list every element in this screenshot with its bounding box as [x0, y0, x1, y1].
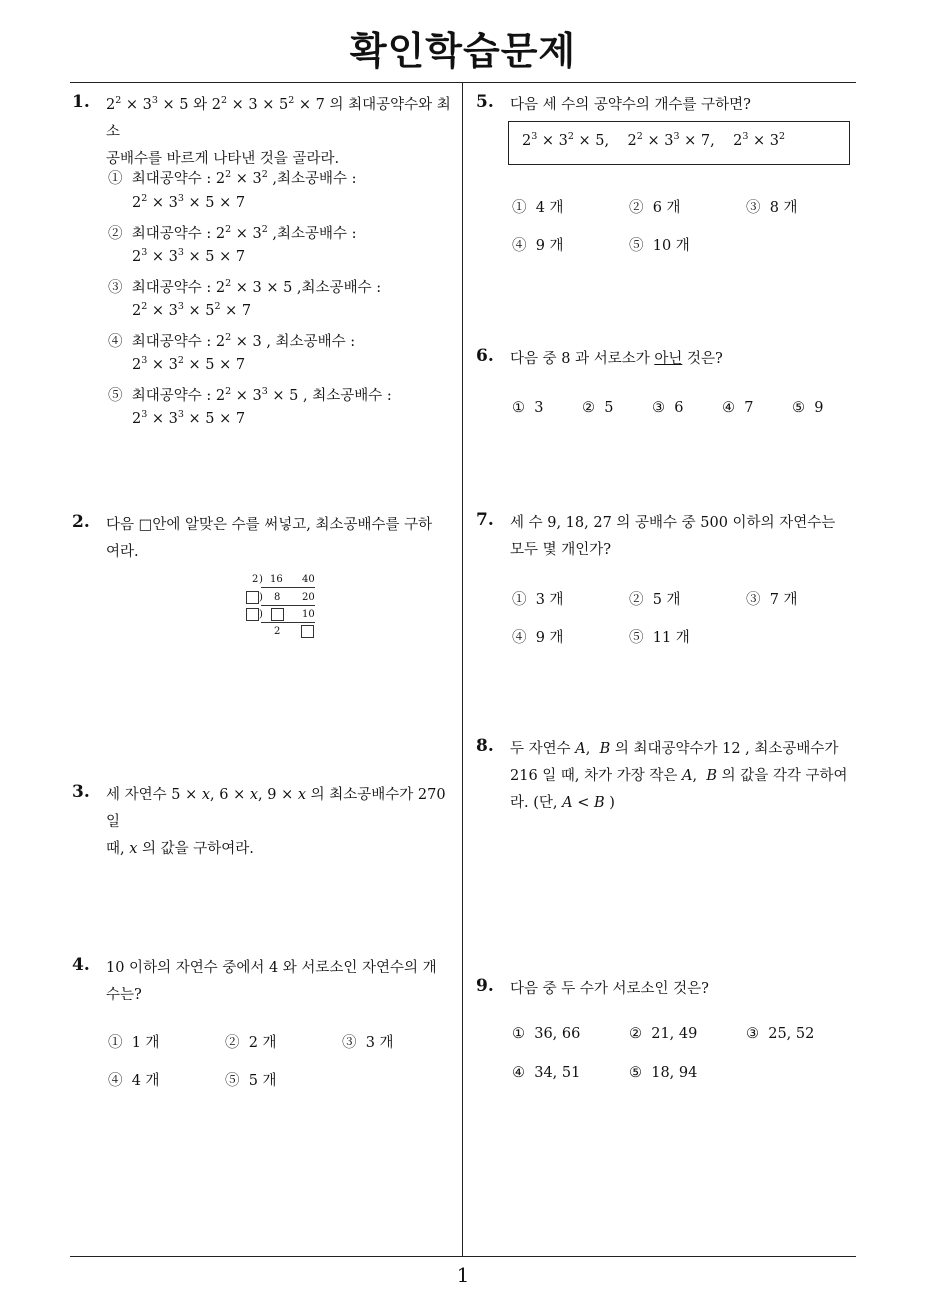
option-2-lcm: $2^3 \times 3^3 \times 5 \times 7$	[132, 247, 246, 265]
question-line: $2^2 \times 3^3 \times 5$ 와 $2^2 \times 3 \times 5^2 \times 7$ 의 최대공약수와 최소	[106, 95, 451, 140]
ladder-value: 16	[270, 574, 283, 585]
question-number: 8.	[476, 736, 494, 756]
division-bracket: )	[259, 592, 263, 603]
blank-box-3[interactable]	[271, 608, 284, 621]
option-5[interactable]: ⑤ 9	[792, 400, 824, 416]
question-9	[476, 976, 866, 1096]
ladder-value: 8	[274, 592, 281, 603]
option-5-lcm: $2^3 \times 3^3 \times 5 \times 7$	[132, 409, 246, 427]
option-1[interactable]: ① 최대공약수 : $2^2 \times 3^2$ ,최소공배수 :	[108, 169, 357, 187]
underlined-word: 아닌	[654, 351, 683, 367]
option-4[interactable]: ④ 최대공약수 : $2^2 \times 3$ , 최소공배수 :	[108, 332, 356, 350]
division-bracket: )	[259, 609, 263, 620]
option-5[interactable]: ⑤ 10 개	[629, 238, 690, 254]
question-number: 2.	[72, 512, 90, 532]
question-text	[510, 346, 723, 373]
blank-box-1[interactable]	[246, 591, 259, 604]
blank-box-2[interactable]	[246, 608, 259, 621]
option-3[interactable]: ③ 최대공약수 : $2^2 \times 3 \times 5$ ,최소공배수 :	[108, 278, 382, 296]
question-line: 모두 몇 개인가?	[510, 542, 612, 558]
option-3[interactable]: ③ 25, 52	[746, 1026, 815, 1042]
question-line: 세 수 9, 18, 27 의 공배수 중 500 이하의 자연수는	[510, 515, 836, 531]
ladder-value: 2	[274, 626, 281, 637]
option-3[interactable]: ③ 8 개	[746, 200, 798, 216]
question-number: 6.	[476, 346, 494, 366]
option-2[interactable]: ② 6 개	[629, 200, 681, 216]
numbers-expression: $2^3 \times 3^2 \times 5$, $2^2 \times 3^3 \times 7$, $2^3 \times 3^2$	[522, 131, 786, 149]
question-text	[510, 510, 835, 564]
option-4[interactable]: ④ 34, 51	[512, 1065, 581, 1081]
column-divider	[462, 83, 463, 1257]
page-title: 확인학습문제	[349, 29, 577, 73]
option-4-lcm: $2^3 \times 3^2 \times 5 \times 7$	[132, 355, 246, 373]
question-line: 공배수를 바르게 나타낸 것을 골라라.	[106, 151, 340, 167]
question-4	[72, 955, 462, 1095]
option-5[interactable]: ⑤ 최대공약수 : $2^2 \times 3^3 \times 5$ , 최소공배수 :	[108, 386, 392, 404]
option-5[interactable]: ⑤ 18, 94	[629, 1065, 698, 1081]
option-3-lcm: $2^2 \times 3^3 \times 5^2 \times 7$	[132, 301, 252, 319]
numbers-box	[508, 121, 850, 165]
ladder-rule	[261, 587, 315, 588]
question-2	[72, 512, 462, 572]
page-number: 1	[456, 1263, 470, 1287]
option-2[interactable]: ② 5	[582, 400, 614, 416]
question-line: 다음 중 두 수가 서로소인 것은?	[510, 981, 709, 997]
question-line: 10 이하의 자연수 중에서 4 와 서로소인 자연수의 개	[106, 960, 437, 976]
option-4[interactable]: ④ 4 개	[108, 1073, 160, 1089]
option-1[interactable]: ① 3	[512, 400, 544, 416]
question-6	[476, 346, 866, 426]
option-2[interactable]: ② 5 개	[629, 592, 681, 608]
option-2[interactable]: ② 21, 49	[629, 1026, 698, 1042]
question-line: 때, x 의 값을 구하여라.	[106, 841, 254, 857]
question-number: 4.	[72, 955, 90, 975]
option-1[interactable]: ① 4 개	[512, 200, 564, 216]
option-4[interactable]: ④ 7	[722, 400, 754, 416]
question-text	[106, 782, 462, 863]
question-line: 세 자연수 5 × x, 6 × x, 9 × x 의 최소공배수가 270 일	[106, 787, 446, 830]
option-2[interactable]: ② 최대공약수 : $2^2 \times 3^2$ ,최소공배수 :	[108, 224, 357, 242]
ladder-value: 40	[302, 574, 315, 585]
question-text	[106, 512, 432, 566]
question-number: 9.	[476, 976, 494, 996]
option-1-lcm: $2^2 \times 3^3 \times 5 \times 7$	[132, 193, 246, 211]
question-number: 7.	[476, 510, 494, 530]
division-bracket: )	[259, 574, 263, 585]
option-2[interactable]: ② 2 개	[225, 1035, 277, 1051]
option-3[interactable]: ③ 7 개	[746, 592, 798, 608]
option-3[interactable]: ③ 6	[652, 400, 684, 416]
question-7	[476, 510, 866, 650]
question-number: 5.	[476, 92, 494, 112]
question-number: 1.	[72, 92, 90, 112]
question-line: 다음 세 수의 공약수의 개수를 구하면?	[510, 97, 751, 113]
question-8	[476, 736, 866, 826]
question-text	[510, 736, 847, 817]
option-1[interactable]: ① 1 개	[108, 1035, 160, 1051]
blank-box-4[interactable]	[301, 625, 314, 638]
question-line: 라. (단, A < B )	[510, 795, 615, 811]
question-text	[106, 955, 437, 1009]
question-line: 수는?	[106, 987, 142, 1003]
ladder-value: 10	[302, 609, 315, 620]
divisor: 2	[252, 574, 259, 585]
ladder-rule	[261, 605, 315, 606]
question-3	[72, 782, 462, 857]
option-3[interactable]: ③ 3 개	[342, 1035, 394, 1051]
question-line: 두 자연수 A, B 의 최대공약수가 12 , 최소공배수가	[510, 741, 839, 757]
option-5[interactable]: ⑤ 5 개	[225, 1073, 277, 1089]
question-text	[510, 976, 709, 1003]
ladder-value: 20	[302, 592, 315, 603]
option-1[interactable]: ① 36, 66	[512, 1026, 581, 1042]
option-4[interactable]: ④ 9 개	[512, 630, 564, 646]
question-1	[72, 92, 462, 442]
question-text	[106, 92, 462, 173]
bottom-rule	[70, 1256, 856, 1257]
question-number: 3.	[72, 782, 90, 802]
option-5[interactable]: ⑤ 11 개	[629, 630, 690, 646]
question-line: 여라.	[106, 544, 139, 560]
division-ladder	[244, 574, 324, 646]
question-text	[510, 92, 751, 119]
option-4[interactable]: ④ 9 개	[512, 238, 564, 254]
ladder-rule	[261, 622, 315, 623]
question-line: 다음 중 8 과 서로소가 아닌 것은?	[510, 351, 723, 367]
option-1[interactable]: ① 3 개	[512, 592, 564, 608]
question-5	[476, 92, 866, 262]
question-line: 216 일 때, 차가 가장 작은 A, B 의 값을 각각 구하여	[510, 768, 848, 784]
top-rule	[70, 82, 856, 83]
question-line: 다음 □안에 알맞은 수를 써넣고, 최소공배수를 구하	[106, 517, 433, 533]
